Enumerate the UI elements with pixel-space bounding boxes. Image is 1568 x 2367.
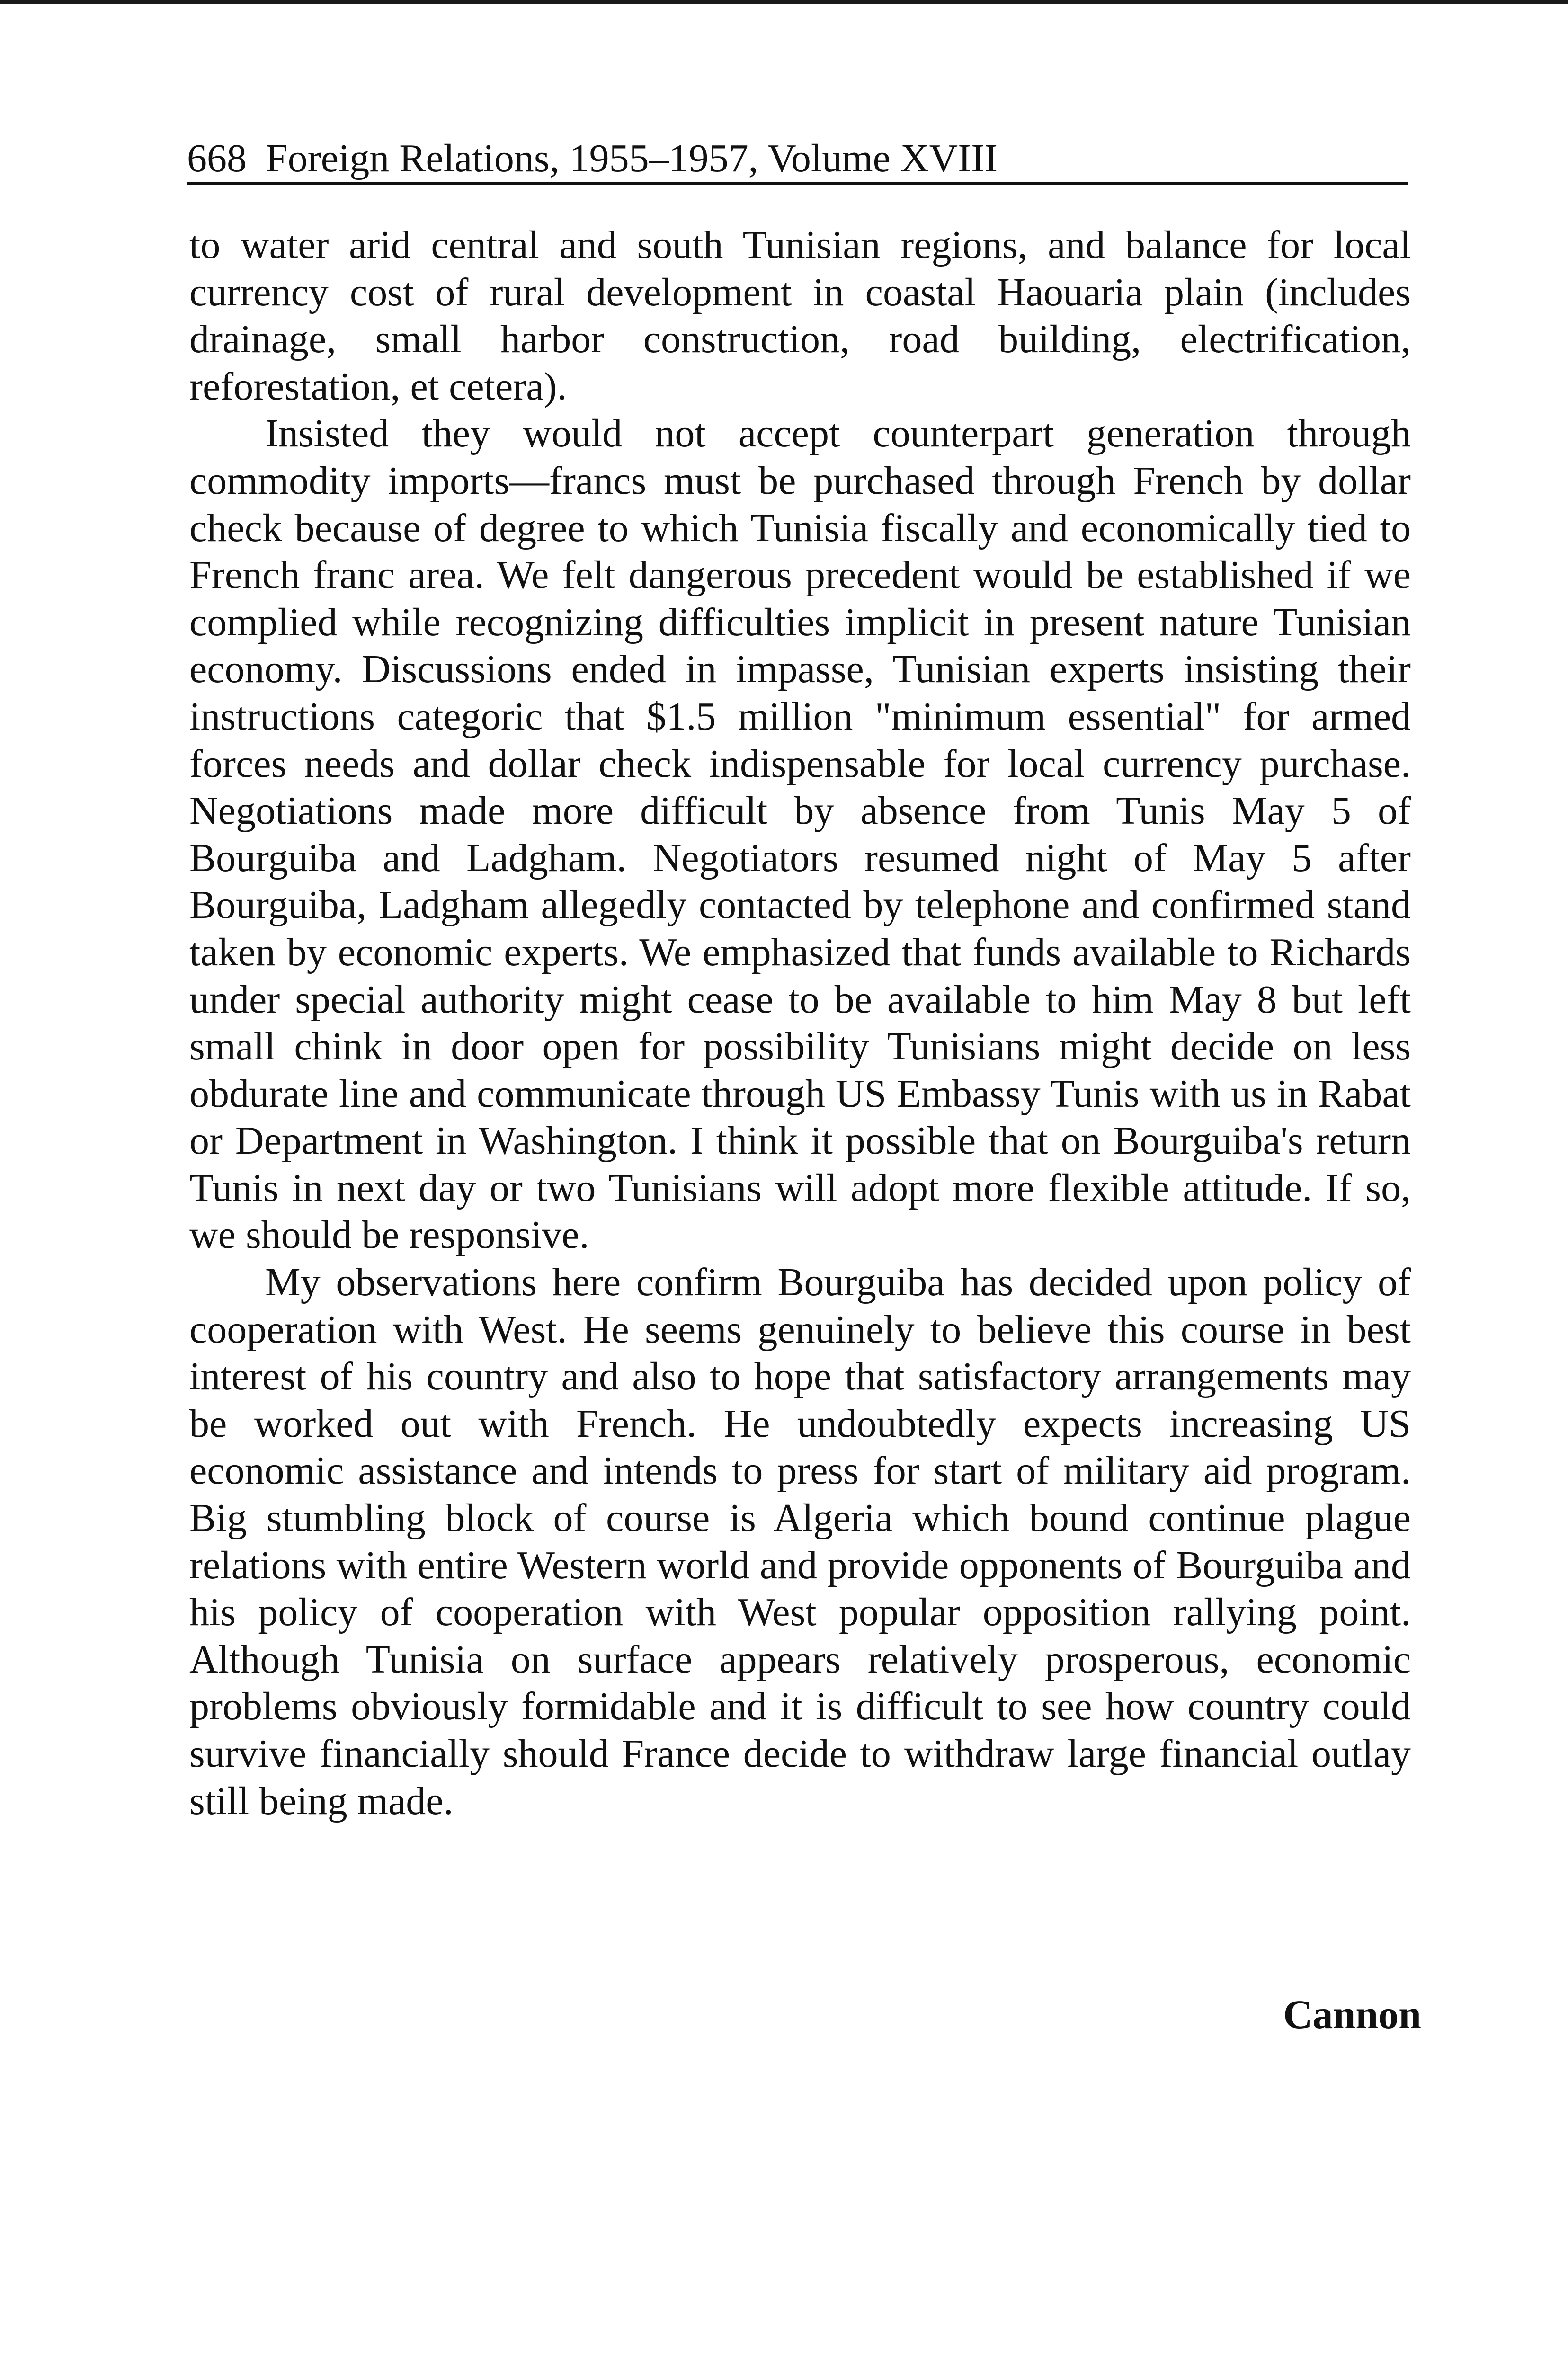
signature: Cannon <box>1283 1992 1421 2037</box>
page-number: 668 <box>187 136 247 180</box>
body-text <box>189 222 1411 1824</box>
paragraph-3: My observations here confirm Bourguiba has decided upon policy of cooperation with West. He seems genuinely to believe this course in best interest of his country and also to hope that satisfactory arrangements may be worked out with French. He undoubtedly expects increasing US economic assistance and intends to press for start of military aid program. Big stumbling block of course is Algeria which bound continue plague relations with entire Western world and provide opponents of Bourguiba and his policy of cooperation with West popular opposition rallying point. Although Tunisia on surface appears relatively prosperous, economic problems obviously formidable and it is difficult to see how country could survive financially should France decide to withdraw large financial outlay still being made. <box>189 1260 1411 1823</box>
paragraph-2: Insisted they would not accept counterpart generation through commodity imports—francs must be purchased through French by dollar check because of degree to which Tunisia fiscally and economically tied to French franc area. We felt dangerous precedent would be established if we complied while recognizing difficulties implicit in present nature Tunisian economy. Discussions ended in impasse, Tunisian experts insisting their instructions categoric that $1.5 million "minimum essential" for armed forces needs and dollar check indispensable for local currency purchase. Negotiations made more difficult by absence from Tunis May 5 of Bourguiba and Ladgham. Negotiators resumed night of May 5 after Bourguiba, Ladgham allegedly contacted by telephone and confirmed stand taken by economic experts. We emphasized that funds available to Richards under special authority might cease to be available to him May 8 but left small chink in door open for possibility Tunisians might decide on less obdurate line and communicate through US Embassy Tunis with us in Rabat or Department in Washington. I think it possible that on Bourguiba's return Tunis in next day or two Tunisians will adopt more flexible attitude. If so, we should be responsive. <box>189 411 1411 1257</box>
running-title: Foreign Relations, 1955–1957, Volume XVIII <box>266 136 998 180</box>
top-edge-rule <box>0 0 1568 4</box>
running-header <box>187 135 1408 185</box>
paragraph-1: to water arid central and south Tunisian regions, and balance for local currency cost of rural development in coastal Haouaria plain (includes drainage, small harbor construction, road building, electrification, reforestation, et cetera). <box>189 223 1411 409</box>
